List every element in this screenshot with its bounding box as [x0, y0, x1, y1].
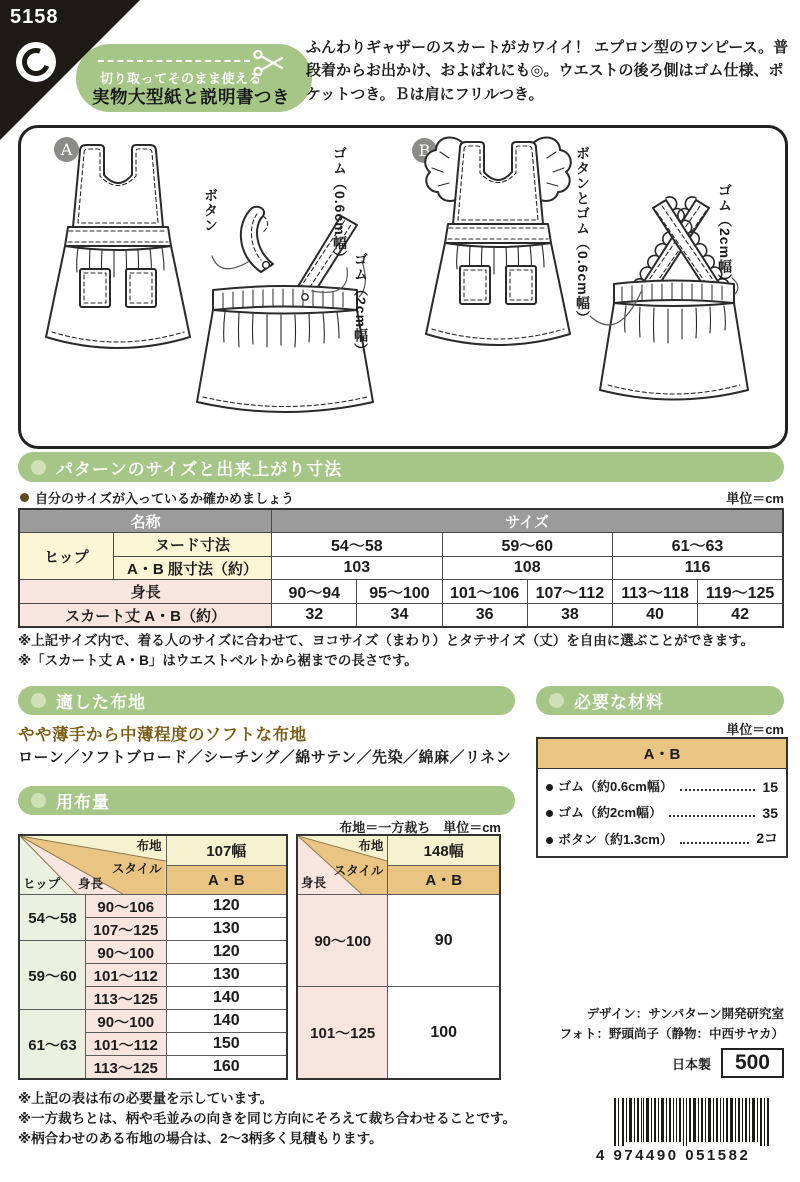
usage-value: 120 — [166, 941, 287, 964]
usage-value: 140 — [166, 1010, 287, 1033]
size-cell: 95〜100 — [357, 580, 442, 604]
style-axis-label: スタイル — [111, 862, 162, 876]
size-unit-label: 単位＝cm — [726, 491, 784, 506]
size-cell: 40 — [612, 604, 697, 628]
usage-value: 150 — [166, 1033, 287, 1056]
height-range: 113〜125 — [85, 1056, 166, 1080]
size-note-2: ※「スカート丈 A・B」はウエストベルトから裾までの長さです。 — [18, 653, 418, 668]
bullet-icon — [546, 837, 553, 844]
material-item: ボタン（約1.3cm） 2コ — [546, 828, 778, 848]
size-cell: 119〜125 — [698, 580, 783, 604]
size-cell: 61〜63 — [612, 533, 783, 557]
cutout-badge-subtitle: 切り取ってそのまま使える — [100, 71, 263, 86]
material-item: ゴム（約2cm幅） 35 — [546, 802, 778, 821]
b-elastic-wide-label: ゴム（2cm幅） — [717, 183, 733, 290]
a-elastic-narrow-label: ゴム（0.6cm幅） — [332, 146, 348, 266]
usage-table-148 — [296, 834, 501, 1080]
style-header: A・B — [388, 865, 500, 895]
view-a-badge: A — [54, 137, 79, 162]
size-cell: 113〜118 — [612, 580, 697, 604]
size-cell: 101〜106 — [442, 580, 527, 604]
size-section-title: パターンのサイズと出来上がり寸法 — [56, 459, 343, 479]
header-bullet-icon — [31, 793, 46, 808]
hip-range: 54〜58 — [19, 895, 85, 941]
size-check-note: 自分のサイズが入っているか確かめましょう — [20, 488, 294, 507]
height-axis-label: 身長 — [301, 875, 327, 890]
dotted-leader — [680, 788, 756, 791]
dotted-leader — [669, 814, 755, 817]
dashed-cut-line — [98, 60, 250, 62]
size-cell: 116 — [612, 557, 783, 580]
height-range: 101〜112 — [85, 964, 166, 987]
material-item: ゴム（約0.6cm幅） 15 — [546, 776, 778, 795]
size-cell: 90〜94 — [272, 580, 357, 604]
size-table-size-header: サイズ — [272, 509, 783, 533]
style-axis-label: スタイル — [333, 864, 384, 878]
materials-table — [536, 737, 788, 858]
style-header: A・B — [166, 865, 287, 895]
size-cell: 38 — [527, 604, 612, 628]
usage-value: 140 — [166, 987, 287, 1010]
size-cell: 108 — [442, 557, 612, 580]
bullet-icon — [546, 810, 553, 817]
barcode-digits: 4 974490 051582 — [596, 1147, 751, 1164]
size-cell: 32 — [272, 604, 357, 628]
view-b-badge: B — [412, 138, 437, 163]
brand-logo-icon — [16, 42, 56, 82]
made-in-label: 日本製 — [671, 1056, 711, 1072]
usage-note-3: ※柄合わせのある布地の場合は、2〜3柄多く見積もります。 — [18, 1131, 383, 1146]
garment-line-art — [20, 128, 782, 440]
fabric-recommendation: やや薄手から中薄程度のソフトな布地 — [18, 726, 307, 744]
a-button-label: ボタン — [203, 188, 219, 233]
height-range: 101〜112 — [85, 1033, 166, 1056]
usage-note-2: ※一方裁ちとは、柄や毛並みの向きを同じ方向にそろえて裁ち合わせることです。 — [18, 1111, 517, 1126]
fabric-list: ローン／ソフトブロード／シーチング／綿サテン／先染／綿麻／リネン — [18, 749, 512, 766]
size-table-name-header: 名称 — [19, 509, 272, 533]
usage-section-header — [18, 786, 515, 815]
fabric-width-header: 148幅 — [388, 835, 500, 865]
fabric-section-header — [18, 686, 515, 715]
photo-credit: フォト：野頭尚子（静物：中西サヤカ） — [559, 1027, 784, 1041]
usage-table-107 — [18, 834, 288, 1080]
hip-range: 61〜63 — [19, 1010, 85, 1080]
height-range: 107〜125 — [85, 918, 166, 941]
height-axis-label: 身長 — [78, 876, 104, 891]
bullet-icon — [546, 784, 553, 791]
fabric-axis-label: 布地 — [136, 839, 162, 853]
materials-section-title: 必要な材料 — [574, 693, 664, 712]
header-bullet-icon — [31, 460, 46, 475]
usage-note-1: ※上記の表は布の必要量を示しています。 — [18, 1091, 274, 1106]
fabric-width-header: 107幅 — [166, 835, 287, 865]
height-range: 90〜100 — [297, 895, 388, 987]
height-range: 113〜125 — [85, 987, 166, 1010]
size-cell: 34 — [357, 604, 442, 628]
usage-section-title: 用布量 — [56, 793, 110, 812]
fabric-section-title: 適した布地 — [56, 693, 146, 712]
usage-value: 130 — [166, 918, 287, 941]
usage-value: 130 — [166, 964, 287, 987]
design-credit: デザイン：サンパターン開発研究室 — [586, 1007, 784, 1021]
materials-section-header — [536, 686, 784, 715]
size-cell: 54〜58 — [272, 533, 442, 557]
usage-diagonal-header — [297, 835, 388, 895]
skirt-length-label: スカート丈 A・B（約） — [19, 604, 272, 628]
size-table — [18, 508, 784, 628]
usage-diagonal-header — [19, 835, 166, 895]
usage-value: 160 — [166, 1056, 287, 1080]
height-range: 90〜100 — [85, 941, 166, 964]
hip-axis-label: ヒップ — [23, 876, 61, 891]
a-elastic-wide-label: ゴム（2cm幅） — [353, 252, 369, 359]
dotted-leader — [680, 841, 749, 844]
size-cell: 36 — [442, 604, 527, 628]
size-cell: 103 — [272, 557, 442, 580]
height-range: 90〜106 — [85, 895, 166, 918]
size-cell: 107〜112 — [527, 580, 612, 604]
nude-size-label: ヌード寸法 — [113, 533, 271, 557]
price-value: 500 — [721, 1048, 784, 1078]
hip-label: ヒップ — [19, 533, 113, 580]
credits-block — [480, 1004, 784, 1044]
size-section-header — [18, 452, 784, 482]
usage-value: 90 — [388, 895, 500, 987]
b-button-elastic-label: ボタンとゴム（0.6cm幅） — [575, 146, 591, 326]
header-bullet-icon — [549, 693, 564, 708]
height-range: 90〜100 — [85, 1010, 166, 1033]
fabric-axis-label: 布地 — [358, 839, 384, 853]
cutting-note: 布地＝一方裁ち 単位＝cm — [339, 820, 501, 835]
product-description: ふんわりギャザーのスカートがカワイイ！ エプロン型のワンピース。普段着からお出かけ、およばれにも◎。ウエストの後ろ側はゴム仕様、ポケットつき。Ｂは肩にフリルつき。 — [306, 39, 789, 103]
materials-column-header: A・B — [538, 739, 786, 769]
size-cell: 59〜60 — [442, 533, 612, 557]
header-bullet-icon — [31, 693, 46, 708]
usage-value: 120 — [166, 895, 287, 918]
price-block — [560, 1048, 784, 1078]
pattern-number: 5158 — [10, 6, 59, 28]
bullet-icon — [20, 493, 29, 502]
usage-value: 100 — [388, 987, 500, 1080]
hip-range: 59〜60 — [19, 941, 85, 1010]
size-note-1: ※上記サイズ内で、着る人のサイズに合わせて、ヨコサイズ（まわり）とタテサイズ（丈）を自由に選ぶことができます。 — [18, 633, 755, 648]
barcode — [614, 1098, 770, 1146]
height-range: 101〜125 — [297, 987, 388, 1080]
height-label: 身長 — [19, 580, 272, 604]
materials-unit-label: 単位＝cm — [726, 722, 784, 737]
garment-size-label: A・B 服寸法（約） — [113, 557, 271, 580]
size-cell: 42 — [698, 604, 783, 628]
cutout-badge-title: 実物大型紙と説明書つき — [92, 87, 290, 107]
